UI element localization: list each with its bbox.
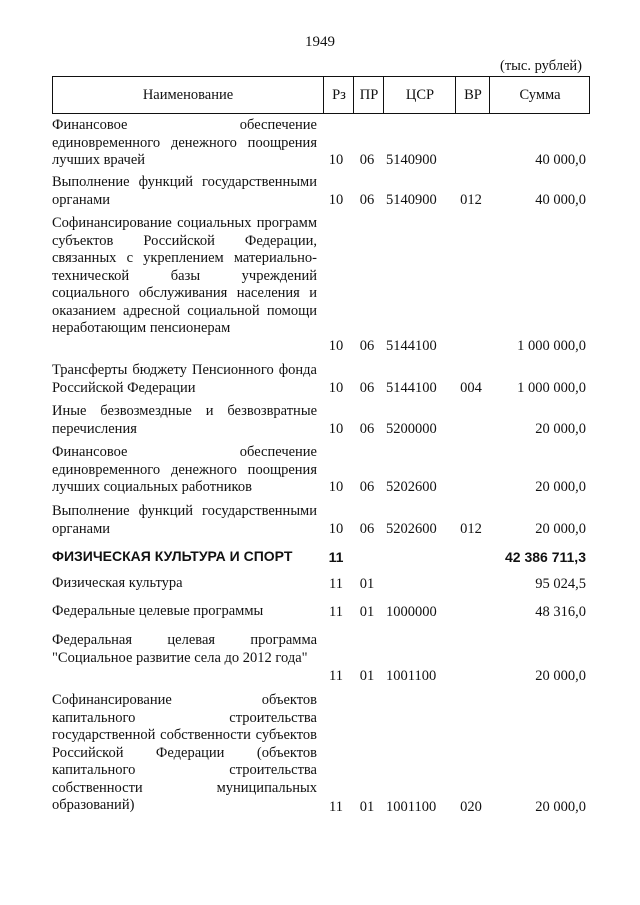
table-row: [52, 215, 592, 355]
table-header: [52, 76, 590, 114]
table-row: [52, 603, 592, 621]
row-csr: 5140900: [386, 191, 437, 208]
row-sum: 1 000 000,0: [517, 379, 586, 396]
row-csr: 5200000: [386, 420, 437, 437]
row-name: Софинансирование социальных программ субъектов Российской Федерации, связанных с укреплением материально-технической базы учреждений социального обслуживания населения и оказанием адресной социальной помощи неработающим пенсионерам: [52, 215, 317, 336]
row-name: Финансовое обеспечение единовременного денежного поощрения лучших социальных работников: [52, 444, 317, 495]
header-vr: ВР: [455, 77, 490, 113]
row-sum: 20 000,0: [535, 478, 586, 495]
row-name: Выполнение функций государственными органами: [52, 174, 317, 208]
row-csr: 5202600: [386, 478, 437, 495]
row-name: Софинансирование объектов капитального строительства государственной собственности субъектов Российской Федерации (объектов капитального строительства собственности муниципальных образований): [52, 692, 317, 813]
table-row: [52, 632, 592, 685]
table-row: [52, 174, 592, 209]
section-title: ФИЗИЧЕСКАЯ КУЛЬТУРА И СПОРТ: [52, 548, 293, 564]
row-sum: 20 000,0: [535, 420, 586, 437]
row-sum: 42 386 711,3: [505, 548, 586, 565]
row-rz: 10: [328, 478, 344, 495]
header-rz: Рз: [323, 77, 354, 113]
row-rz: 11: [329, 603, 343, 620]
header-sum: Сумма: [489, 77, 590, 113]
table-row: [52, 692, 592, 816]
row-pr: 01: [359, 798, 375, 815]
page-number: 1949: [305, 34, 335, 50]
row-sum: 20 000,0: [535, 520, 586, 537]
row-sum: 40 000,0: [535, 151, 586, 168]
table-row: [52, 362, 592, 397]
row-pr: 01: [359, 667, 375, 684]
header-csr: ЦСР: [383, 77, 456, 113]
row-pr: 06: [359, 420, 375, 437]
row-rz: 11: [329, 667, 343, 684]
row-rz: 10: [328, 191, 344, 208]
row-sum: 1 000 000,0: [517, 337, 586, 354]
row-rz: 10: [328, 379, 344, 396]
row-name: Выполнение функций государственными органами: [52, 503, 317, 537]
row-rz: 11: [329, 798, 343, 815]
units-label: (тыс. рублей): [500, 58, 582, 74]
table-row: [52, 575, 592, 593]
row-csr: 5140900: [386, 151, 437, 168]
row-name: Иные безвозмездные и безвозвратные перечисления: [52, 403, 317, 437]
row-csr: 1001100: [386, 667, 437, 684]
row-rz: 10: [328, 520, 344, 537]
header-name: Наименование: [142, 87, 234, 103]
row-pr: 06: [359, 191, 375, 208]
row-sum: 95 024,5: [535, 575, 586, 592]
section-row: [52, 548, 592, 566]
table-row: [52, 117, 592, 169]
row-rz: 11: [328, 548, 344, 565]
row-vr: 020: [460, 798, 482, 815]
table-row: [52, 444, 592, 496]
row-csr: 5202600: [386, 520, 437, 537]
row-pr: 06: [359, 478, 375, 495]
table-row: [52, 503, 592, 538]
row-rz: 11: [329, 575, 343, 592]
row-pr: 01: [359, 575, 375, 592]
row-csr: 1000000: [386, 603, 437, 620]
row-sum: 40 000,0: [535, 191, 586, 208]
row-rz: 10: [328, 337, 344, 354]
row-sum: 20 000,0: [535, 798, 586, 815]
row-rz: 10: [328, 151, 344, 168]
row-csr: 5144100: [386, 337, 437, 354]
row-vr: 012: [460, 191, 482, 208]
row-name: Федеральная целевая программа "Социальное развитие села до 2012 года": [52, 632, 317, 666]
row-vr: 012: [460, 520, 482, 537]
row-name: Физическая культура: [52, 575, 183, 591]
header-pr: ПР: [353, 77, 384, 113]
row-pr: 01: [359, 603, 375, 620]
row-csr: 5144100: [386, 379, 437, 396]
row-rz: 10: [328, 420, 344, 437]
row-name: Трансферты бюджету Пенсионного фонда Российской Федерации: [52, 362, 317, 396]
row-csr: 1001100: [386, 798, 437, 815]
row-name: Федеральные целевые программы: [52, 603, 264, 619]
row-pr: 06: [359, 151, 375, 168]
row-sum: 48 316,0: [535, 603, 586, 620]
row-pr: 06: [359, 379, 375, 396]
row-sum: 20 000,0: [535, 667, 586, 684]
row-name: Финансовое обеспечение единовременного денежного поощрения лучших врачей: [52, 117, 317, 168]
row-pr: 06: [359, 520, 375, 537]
row-vr: 004: [460, 379, 482, 396]
row-pr: 06: [359, 337, 375, 354]
table-row: [52, 403, 592, 438]
